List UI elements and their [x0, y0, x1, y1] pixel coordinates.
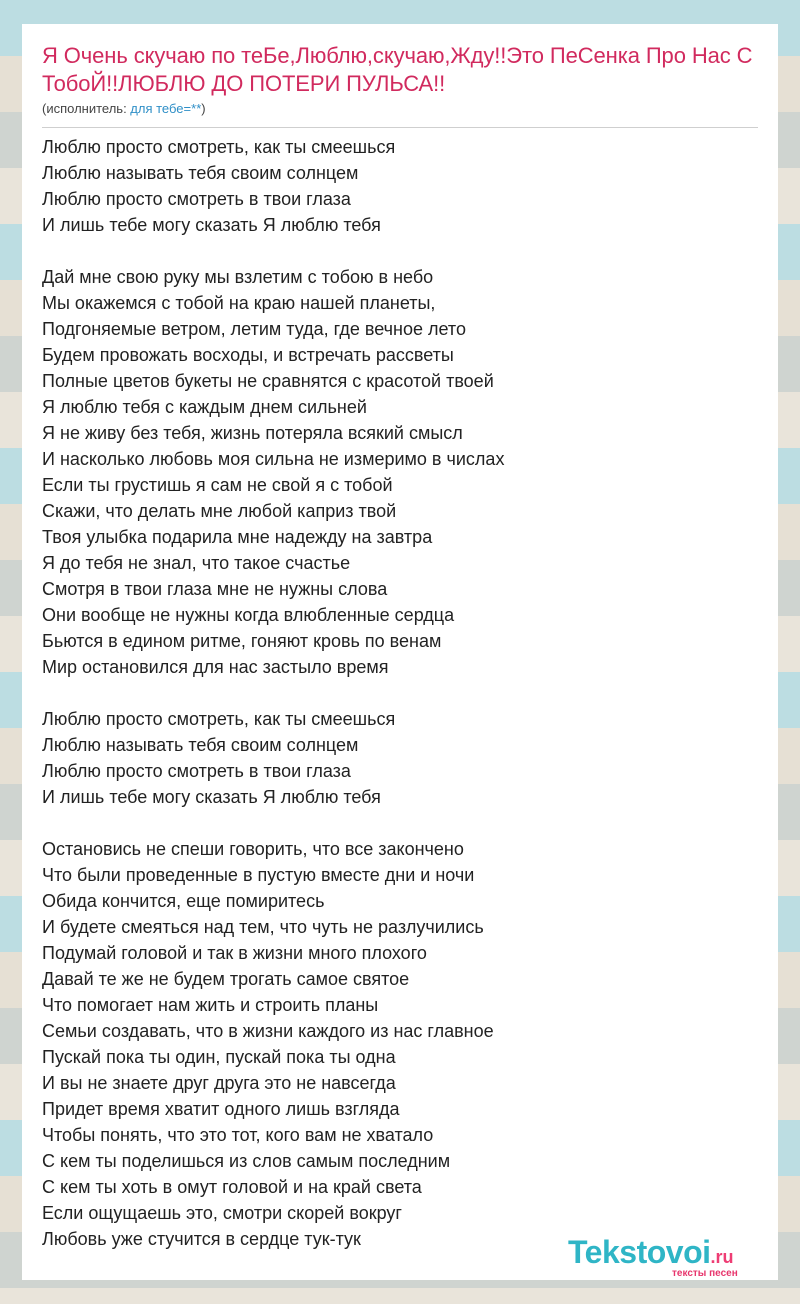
lyric-line: Твоя улыбка подарила мне надежду на завтра: [42, 527, 433, 547]
song-title: Я Очень скучаю по теБе,Люблю,скучаю,Жду!!Это ПеСенка Про Нас С ТобоЙ!!ЛЮБЛЮ ДО ПОТЕРИ ПУЛЬСА!!: [42, 43, 753, 96]
lyric-line: Подумай головой и так в жизни много плохого: [42, 943, 427, 963]
lyric-line: Давай те же не будем трогать самое святое: [42, 969, 410, 989]
lyric-line: И лишь тебе могу сказать Я люблю тебя: [42, 787, 381, 807]
lyric-line: Люблю просто смотреть, как ты смеешься: [42, 137, 396, 157]
lyric-line: Бьются в едином ритме, гоняют кровь по венам: [42, 631, 442, 651]
lyric-line: Люблю называть тебя своим солнцем: [42, 735, 359, 755]
stanza-2: [42, 264, 762, 680]
performer-link[interactable]: для тебе=**: [130, 101, 202, 116]
lyric-line: Если ты грустишь я сам не свой я с тобой: [42, 475, 393, 495]
site-logo[interactable]: [568, 1234, 778, 1280]
song-header: [42, 42, 762, 116]
lyric-line: Любовь уже стучится в сердце тук-тук: [42, 1229, 361, 1249]
lyric-line: Остановись не спеши говорить, что все закончено: [42, 839, 464, 859]
lyric-line: Дай мне свою руку мы взлетим с тобою в небо: [42, 267, 434, 287]
lyric-line: Семьи создавать, что в жизни каждого из нас главное: [42, 1021, 494, 1041]
lyrics-page: [22, 24, 778, 1280]
lyric-line: И насколько любовь моя сильна не измеримо в числах: [42, 449, 505, 469]
lyric-line: Люблю называть тебя своим солнцем: [42, 163, 359, 183]
performer-suffix: ): [201, 101, 206, 116]
logo-tld-text: .ru: [710, 1247, 734, 1267]
performer-prefix: (исполнитель:: [42, 101, 131, 116]
lyric-line: Подгоняемые ветром, летим туда, где вечное лето: [42, 319, 466, 339]
lyric-line: Обида кончится, еще помиритесь: [42, 891, 325, 911]
lyric-line: Если ощущаешь это, смотри скорей вокруг: [42, 1203, 402, 1223]
stanza-1: [42, 134, 762, 238]
lyric-line: Люблю просто смотреть в твои глаза: [42, 761, 351, 781]
stanza-gap: [42, 810, 762, 836]
lyric-line: И вы не знаете друг друга это не навсегда: [42, 1073, 396, 1093]
lyric-line: С кем ты поделишься из слов самым последним: [42, 1151, 451, 1171]
lyric-line: Пускай пока ты один, пускай пока ты одна: [42, 1047, 396, 1067]
lyric-line: Мы окажемся с тобой на краю нашей планеты,: [42, 293, 436, 313]
logo-subtitle: тексты песен: [672, 1268, 738, 1279]
logo-main-text: Tekstovoi: [568, 1234, 711, 1270]
lyric-line: Мир остановился для нас застыло время: [42, 657, 389, 677]
lyric-line: И будете смеяться над тем, что чуть не разлучились: [42, 917, 484, 937]
lyric-line: Скажи, что делать мне любой каприз твой: [42, 501, 397, 521]
lyric-line: Люблю просто смотреть в твои глаза: [42, 189, 351, 209]
lyric-line: Полные цветов букеты не сравнятся с красотой твоей: [42, 371, 494, 391]
lyric-line: Будем провожать восходы, и встречать рассветы: [42, 345, 454, 365]
lyric-line: Смотря в твои глаза мне не нужны слова: [42, 579, 388, 599]
performer-line: [42, 101, 762, 116]
lyrics-body: [42, 134, 762, 1252]
lyric-line: И лишь тебе могу сказать Я люблю тебя: [42, 215, 381, 235]
lyric-line: Что были проведенные в пустую вместе дни и ночи: [42, 865, 475, 885]
lyric-line: Я до тебя не знал, что такое счастье: [42, 553, 351, 573]
header-divider: [42, 127, 758, 128]
lyric-line: Что помогает нам жить и строить планы: [42, 995, 379, 1015]
lyric-line: С кем ты хоть в омут головой и на край света: [42, 1177, 422, 1197]
lyric-line: Я не живу без тебя, жизнь потеряла всякий смысл: [42, 423, 463, 443]
lyric-line: Чтобы понять, что это тот, кого вам не хватало: [42, 1125, 434, 1145]
stanza-3: [42, 706, 762, 810]
stanza-gap: [42, 680, 762, 706]
stanza-4: [42, 836, 762, 1252]
lyric-line: Люблю просто смотреть, как ты смеешься: [42, 709, 396, 729]
lyric-line: Придет время хватит одного лишь взгляда: [42, 1099, 400, 1119]
lyric-line: Я люблю тебя с каждым днем сильней: [42, 397, 367, 417]
stanza-gap: [42, 238, 762, 264]
lyric-line: Они вообще не нужны когда влюбленные сердца: [42, 605, 455, 625]
